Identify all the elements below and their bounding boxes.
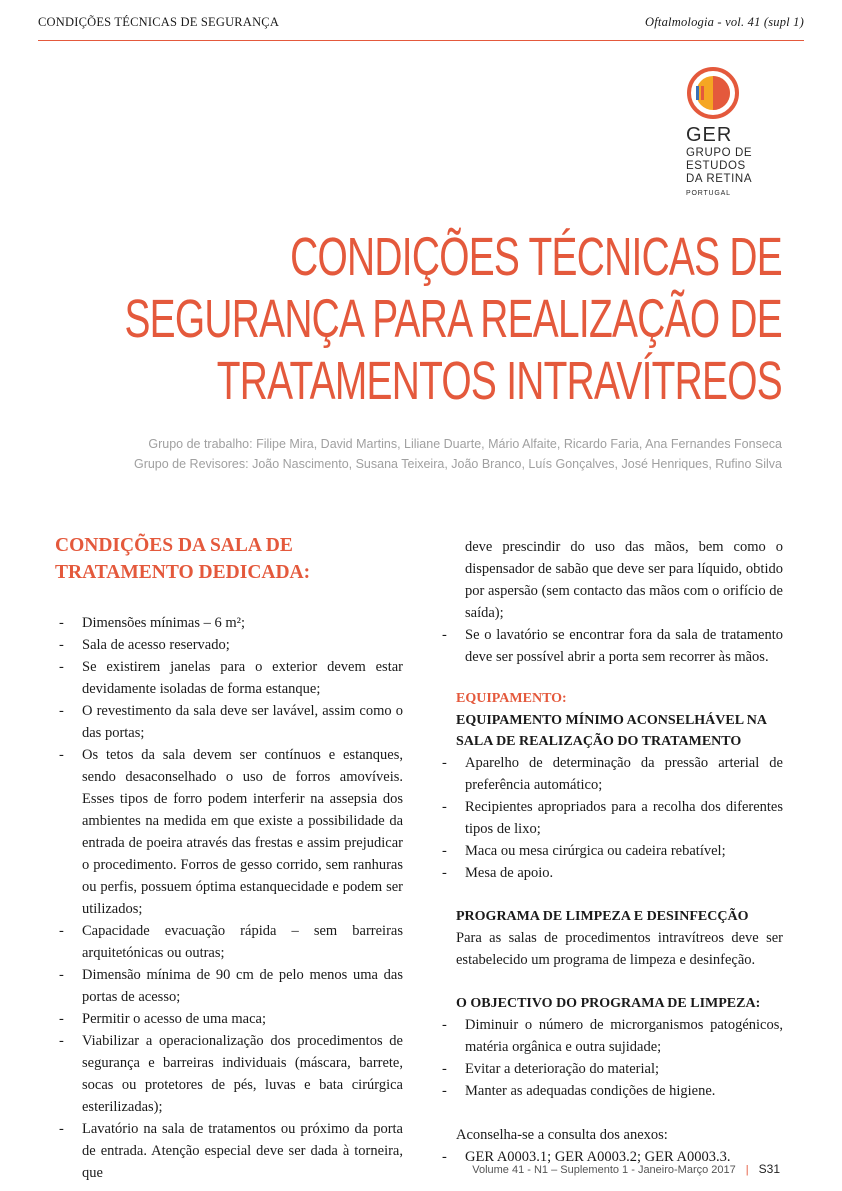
equipment-list (438, 752, 783, 884)
logo-line-3: DA RETINA (686, 173, 753, 185)
cleaning-text: Para as salas de procedimentos intravítreos deve ser estabelecido um programa de limpeza e desinfeção. (456, 930, 783, 968)
list-continuation: deve prescindir do uso das mãos, bem como o dispensador de sabão que deve ser para líquido, obtido por aspersão (sem contacto das mãos com o orifício de saída); (465, 539, 783, 621)
ger-logo (686, 66, 806, 200)
list-item: - Lavatório na sala de tratamentos ou próximo da porta de entrada. Atenção especial deve ser dada à torneira, que (55, 1118, 403, 1184)
list-item: - Manter as adequadas condições de higiene. (438, 1080, 783, 1102)
list-item: - Diminuir o número de microrganismos patogénicos, matéria orgânica e outra sujidade; (438, 1014, 783, 1058)
left-column (55, 532, 403, 1184)
equipment-label: EQUIPAMENTO: (456, 691, 567, 706)
logo-abbreviation: GER (686, 124, 733, 146)
objective-list (438, 1014, 783, 1102)
page-title (62, 226, 782, 412)
working-group: Grupo de trabalho: Filipe Mira, David Martins, Liliane Duarte, Mário Alfaite, Ricardo Faria, Ana Fernandes Fonseca (148, 437, 782, 451)
room-conditions-list (55, 612, 403, 1184)
running-head-journal: Oftalmologia - vol. 41 (supl 1) (645, 15, 804, 29)
room-conditions-list-cont (438, 624, 783, 668)
list-item: - Viabilizar a operacionalização dos procedimentos de segurança e barreiras individuais (máscara, barrete, socas ou protetores de pés, luvas e bata cirúrgica esterilizadas); (55, 1030, 403, 1118)
annex-intro: Aconselha-se a consulta dos anexos: (456, 1127, 668, 1143)
cleaning-heading: PROGRAMA DE LIMPEZA E DESINFECÇÃO (456, 909, 749, 924)
ger-logo-emblem-icon (686, 66, 740, 120)
title-line-1: CONDIÇÕES TÉCNICAS DE (290, 227, 782, 287)
logo-line-2: ESTUDOS (686, 160, 746, 172)
section-heading-room (55, 532, 403, 586)
page-footer (0, 1162, 780, 1176)
list-item: - Os tetos da sala devem ser contínuos e estanques, sendo desaconselhado o uso de forros amovíveis. Esses tipos de forro podem interferir na assepsia dos ambientes na medida em que existe a possibilidade da entrada de poeira através das frestas e assim prejudicar o procedimento. Forros de gesso corrido, sem ranhuras ou perfis, possuem óptima estanquecidade e podem ser utilizados; (55, 744, 403, 920)
list-item: - GER A0003.1; GER A0003.2; GER A0003.3. (438, 1146, 783, 1168)
title-line-3: TRATAMENTOS INTRAVÍTREOS (216, 351, 782, 411)
title-line-2: SEGURANÇA PARA REALIZAÇÃO DE (124, 289, 783, 349)
section-heading-line-2: TRATAMENTO DEDICADA: (55, 562, 311, 583)
right-column (438, 536, 783, 1168)
list-item: - Mesa de apoio. (438, 862, 783, 884)
logo-line-1: GRUPO DE (686, 147, 753, 159)
list-item: - Se existirem janelas para o exterior devem estar devidamente isoladas de forma estanque; (55, 656, 403, 700)
list-item: - O revestimento da sala deve ser lavável, assim como o das portas; (55, 700, 403, 744)
credits (62, 434, 782, 474)
running-head (38, 12, 804, 34)
list-item: - Maca ou mesa cirúrgica ou cadeira rebatível; (438, 840, 783, 862)
list-item: - Recipientes apropriados para a recolha dos diferentes tipos de lixo; (438, 796, 783, 840)
list-item: - Dimensões mínimas – 6 m²; (55, 612, 403, 634)
list-item: - Dimensão mínima de 90 cm de pelo menos uma das portas de acesso; (55, 964, 403, 1008)
page-number: S31 (758, 1162, 780, 1176)
equipment-heading: EQUIPAMENTO MÍNIMO ACONSELHÁVEL NA SALA DE REALIZAÇÃO DO TRATAMENTO (456, 713, 767, 749)
header-divider (38, 40, 804, 41)
running-head-left: CONDIÇÕES TÉCNICAS DE SEGURANÇA (38, 15, 280, 29)
list-item: - Permitir o acesso de uma maca; (55, 1008, 403, 1030)
list-item: - Capacidade evacuação rápida – sem barreiras arquitetónicas ou outras; (55, 920, 403, 964)
list-item: - Aparelho de determinação da pressão arterial de preferência automático; (438, 752, 783, 796)
list-item: - Se o lavatório se encontrar fora da sala de tratamento deve ser possível abrir a porta sem recorrer às mãos. (438, 624, 783, 668)
footer-issue: Volume 41 - N1 – Suplemento 1 - Janeiro-Março 2017 (472, 1164, 736, 1176)
section-heading-line-1: CONDIÇÕES DA SALA DE (55, 535, 293, 556)
reviewers: Grupo de Revisores: João Nascimento, Susana Teixeira, João Branco, Luís Gonçalves, José Henriques, Rufino Silva (133, 457, 782, 471)
logo-country: PORTUGAL (686, 190, 731, 197)
list-item: - Evitar a deterioração do material; (438, 1058, 783, 1080)
objective-heading: O OBJECTIVO DO PROGRAMA DE LIMPEZA: (456, 996, 761, 1011)
list-item: - Sala de acesso reservado; (55, 634, 403, 656)
footer-separator: | (745, 1164, 749, 1176)
